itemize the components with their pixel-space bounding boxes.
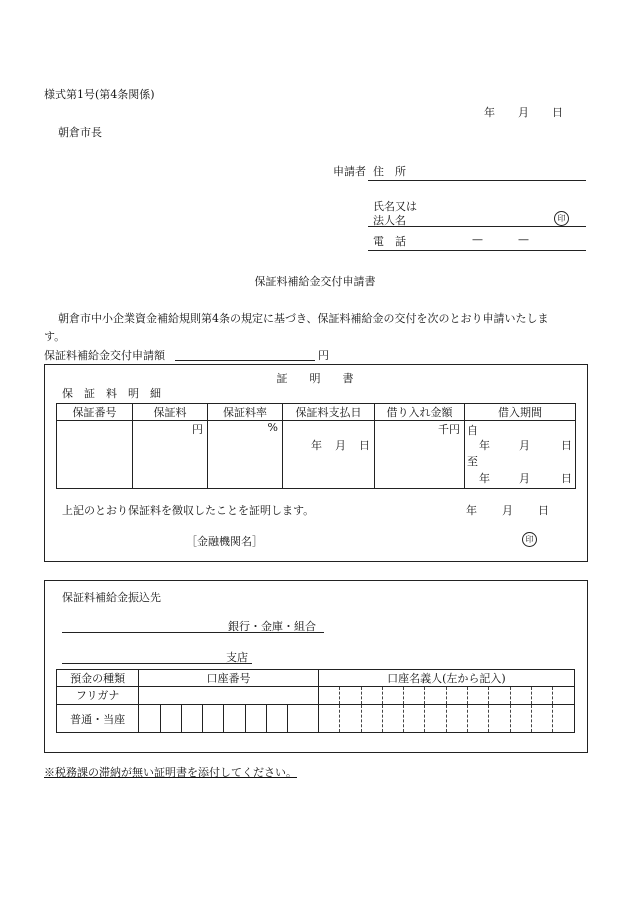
amount-label: 保証料補給金交付申請額 — [44, 349, 165, 362]
holder-kana-cell[interactable] — [532, 687, 553, 705]
name-line — [368, 226, 586, 227]
phone-label: 電 話 — [373, 235, 406, 248]
to-year: 年 — [479, 472, 490, 485]
header-date-year: 年 — [484, 106, 495, 119]
certificate-subtitle: 保 証 料 明 細 — [62, 387, 161, 400]
branch-name-line — [62, 663, 252, 664]
from-month: 月 — [519, 439, 530, 452]
header-date-month: 月 — [518, 106, 529, 119]
holder-kana-cell[interactable] — [510, 687, 531, 705]
thousand-yen-unit: 千円 — [438, 423, 460, 436]
holder-name-cell[interactable] — [468, 705, 489, 733]
holder-name-cell[interactable] — [318, 705, 339, 733]
body-line-1: 朝倉市中小企業資金補給規則第4条の規定に基づき、保証料補給金の交付を次のとおり申請いたしま — [58, 312, 549, 325]
applicant-seal-icon: 印 — [554, 211, 569, 226]
holder-name-cell[interactable] — [510, 705, 531, 733]
holder-kana-cell[interactable] — [425, 687, 446, 705]
holder-kana-cell[interactable] — [382, 687, 403, 705]
row-type-label: 普通・当座 — [57, 705, 139, 733]
yen-unit: 円 — [192, 423, 203, 436]
applicant-label: 申請者 — [333, 165, 366, 178]
to-month: 月 — [519, 472, 530, 485]
holder-name-cell[interactable] — [404, 705, 425, 733]
col-loan-period: 借入期間 — [465, 404, 576, 421]
address-line — [368, 180, 586, 181]
holder-name-cell[interactable] — [425, 705, 446, 733]
furigana-blank — [139, 687, 319, 705]
holder-name-cell[interactable] — [340, 705, 361, 733]
body-line-2: す。 — [44, 330, 66, 343]
transfer-title: 保証料補給金振込先 — [62, 591, 161, 604]
address-label: 住 所 — [373, 165, 406, 178]
branch-suffix: 支店 — [226, 651, 248, 664]
form-number: 様式第1号(第4条関係) — [44, 88, 155, 101]
period-from: 自 — [467, 424, 478, 437]
phone-sep-2: — — [518, 233, 529, 246]
account-table — [56, 669, 575, 733]
col-account-holder: 口座名義人(左から記入) — [318, 670, 574, 687]
holder-kana-cell[interactable] — [468, 687, 489, 705]
col-deposit-type: 預金の種類 — [57, 670, 139, 687]
cell-guarantee-number[interactable] — [57, 421, 133, 489]
cell-guarantee-fee[interactable] — [133, 421, 208, 489]
col-loan-amount: 借り入れ金額 — [375, 404, 465, 421]
holder-name-cell[interactable] — [553, 705, 575, 733]
to-day: 日 — [561, 472, 572, 485]
document-title: 保証料補給金交付申請書 — [254, 275, 376, 288]
account-digit-cell[interactable] — [181, 705, 202, 733]
period-to: 至 — [467, 455, 478, 468]
col-account-number: 口座番号 — [139, 670, 319, 687]
account-digit-cell[interactable] — [224, 705, 245, 733]
row-furigana-label: フリガナ — [57, 687, 139, 705]
cert-date-day: 日 — [538, 504, 549, 517]
account-digit-cell[interactable] — [267, 705, 288, 733]
institution-seal-icon: 印 — [522, 532, 537, 547]
holder-kana-cell[interactable] — [446, 687, 467, 705]
phone-sep-1: — — [472, 233, 483, 246]
cert-date-month: 月 — [502, 504, 513, 517]
cell-fee-rate[interactable] — [208, 421, 283, 489]
guarantee-table — [56, 403, 576, 489]
cell-payment-date[interactable] — [283, 421, 375, 489]
pay-month: 月 — [335, 439, 346, 452]
from-day: 日 — [561, 439, 572, 452]
account-digit-cell[interactable] — [160, 705, 181, 733]
account-digit-cell[interactable] — [203, 705, 224, 733]
pay-year: 年 — [311, 439, 322, 452]
holder-name-cell[interactable] — [532, 705, 553, 733]
col-guarantee-number: 保証番号 — [57, 404, 133, 421]
col-fee-rate: 保証料率 — [208, 404, 283, 421]
header-date-day: 日 — [552, 106, 563, 119]
col-guarantee-fee: 保証料 — [133, 404, 208, 421]
name-label-line1: 氏名又は — [373, 200, 417, 213]
cert-date-year: 年 — [466, 504, 477, 517]
from-year: 年 — [479, 439, 490, 452]
holder-kana-cell[interactable] — [318, 687, 339, 705]
holder-kana-cell[interactable] — [489, 687, 510, 705]
holder-kana-cell[interactable] — [340, 687, 361, 705]
cell-loan-period[interactable] — [465, 421, 576, 489]
percent-unit: % — [267, 421, 278, 434]
amount-unit: 円 — [318, 349, 329, 362]
account-digit-cell[interactable] — [245, 705, 266, 733]
account-digit-cell[interactable] — [288, 705, 318, 733]
holder-kana-cell[interactable] — [361, 687, 382, 705]
certificate-title: 証 明 書 — [276, 372, 354, 385]
addressee: 朝倉市長 — [58, 126, 102, 139]
footer-note: ※税務課の滞納が無い証明書を添付してください。 — [44, 766, 297, 779]
holder-kana-cell[interactable] — [404, 687, 425, 705]
holder-name-cell[interactable] — [382, 705, 403, 733]
holder-kana-cell[interactable] — [553, 687, 575, 705]
holder-name-cell[interactable] — [489, 705, 510, 733]
account-digit-cell[interactable] — [139, 705, 160, 733]
institution-label: ［金融機関名］ — [186, 535, 263, 548]
col-payment-date: 保証料支払日 — [283, 404, 375, 421]
holder-name-cell[interactable] — [361, 705, 382, 733]
pay-day: 日 — [359, 439, 370, 452]
cell-loan-amount[interactable] — [375, 421, 465, 489]
phone-line — [368, 250, 586, 251]
holder-name-cell[interactable] — [446, 705, 467, 733]
name-label-line2: 法人名 — [373, 214, 406, 227]
bank-suffix: 銀行・金庫・組合 — [228, 620, 316, 633]
amount-line — [175, 360, 315, 361]
certificate-statement: 上記のとおり保証料を徴収したことを証明します。 — [62, 504, 315, 517]
